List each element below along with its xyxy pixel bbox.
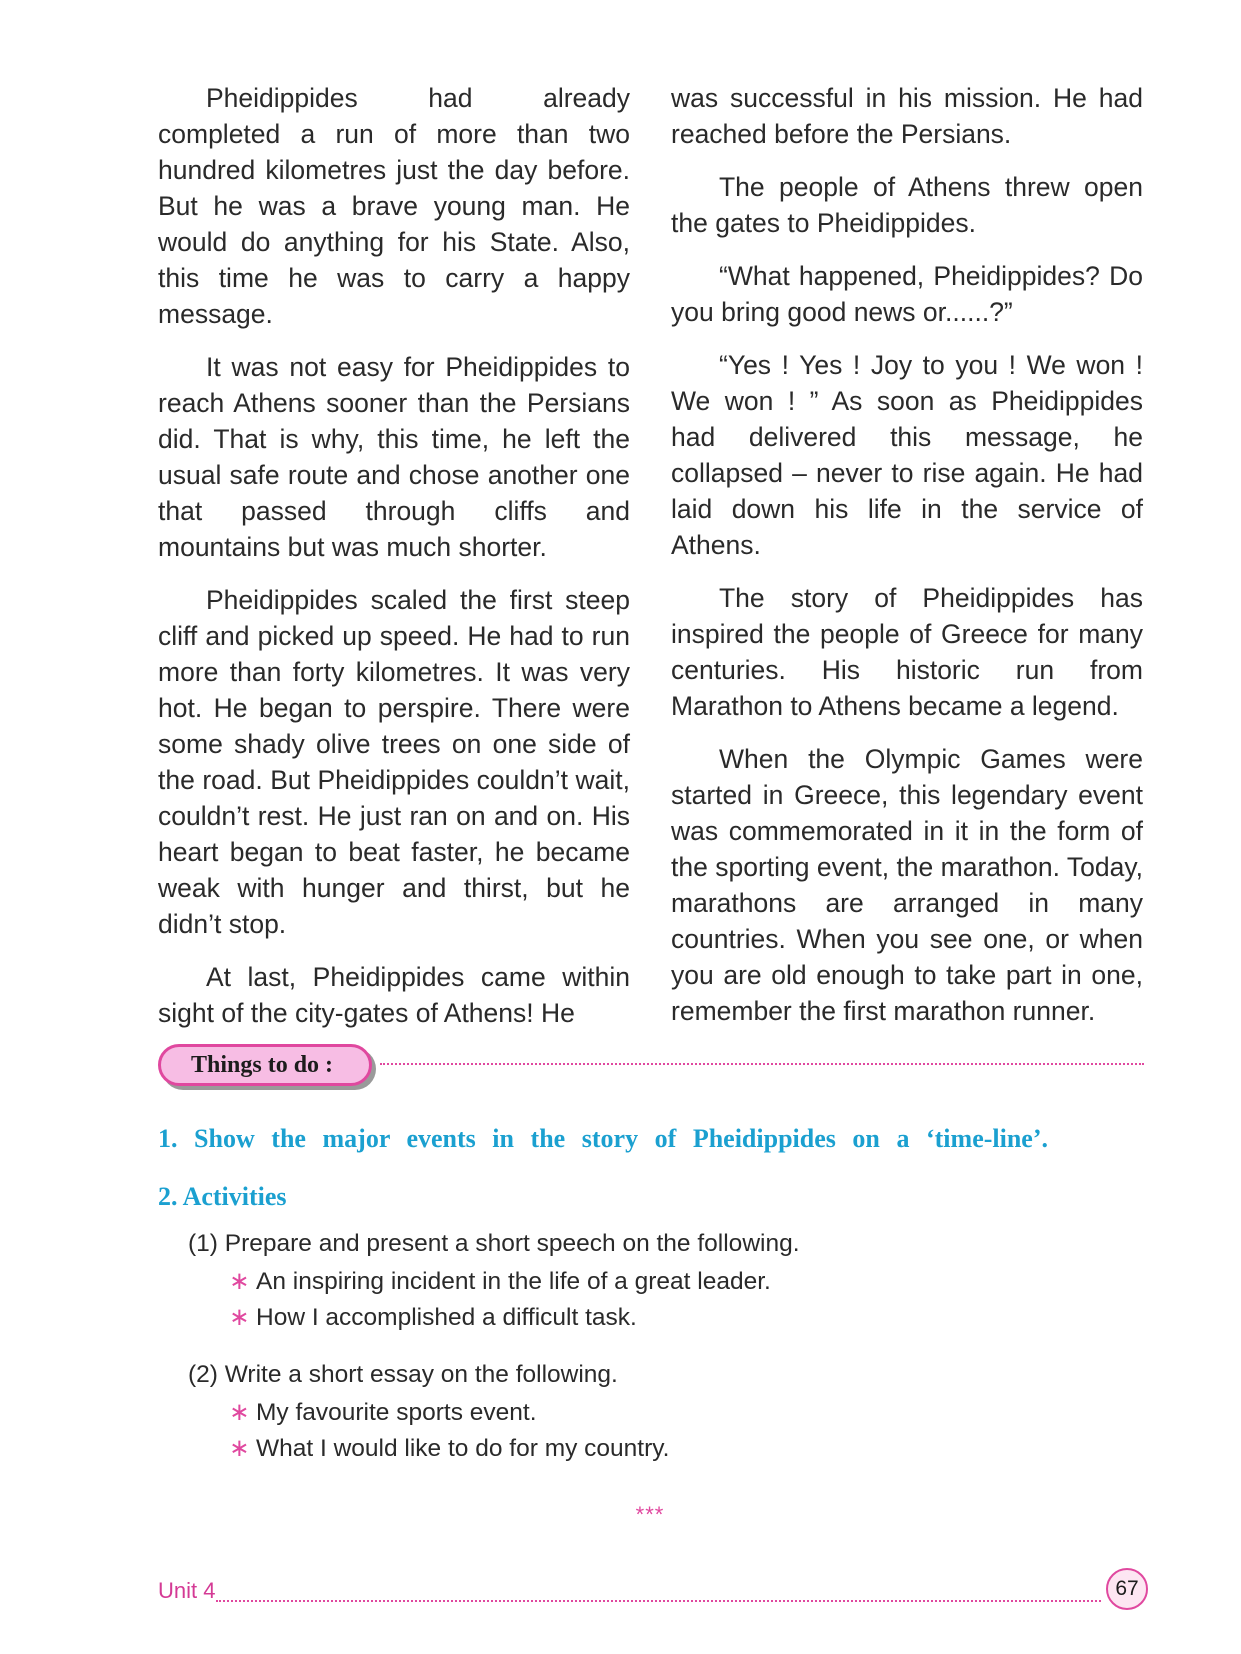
- story-paragraph: It was not easy for Pheidippides to reach Athens sooner than the Persians did. That is why, this time, he left the usual safe route and chose another one that passed through cliffs and mountains but was much shorter.: [158, 352, 630, 562]
- story-paragraph: Pheidippides had already completed a run of more than two hundred kilometres just the day before. But he was a brave young man. He would do anything for his State. Also, this time he was to carry a happy message.: [158, 83, 630, 329]
- bullet-text: An inspiring incident in the life of a great leader.: [256, 1268, 771, 1295]
- story-paragraph: At last, Pheidippides came within sight of the city-gates of Athens! He: [158, 962, 630, 1028]
- activity-bullet: [229, 1433, 670, 1463]
- task-heading-timeline: 1. Show the major events in the story of Pheidippides on a ‘time-line’.: [158, 1124, 1048, 1153]
- page-footer: [158, 1568, 1148, 1612]
- footer-dotted-line: [216, 1600, 1101, 1602]
- asterisk-bullet-icon: ∗: [229, 1268, 250, 1295]
- story-paragraph: The story of Pheidippides has inspired the people of Greece for many centuries. His historic run from Marathon to Athens became a legend.: [671, 583, 1143, 721]
- story-paragraph: Pheidippides scaled the first steep cliff and picked up speed. He had to run more than forty kilometres. It was very hot. He began to perspire. There were some shady olive trees on one side of the road. But Pheidippides couldn’t wait, couldn’t rest. He just ran on and on. His heart began to beat faster, he became weak with hunger and thirst, but he didn’t stop.: [158, 585, 630, 939]
- story-paragraph: When the Olympic Games were started in Greece, this legendary event was commemorated in it in the form of the sporting event, the marathon. Today, marathons are arranged in many countries. When you see one, or when you are old enough to take part in one, remember the first marathon runner.: [671, 744, 1143, 1026]
- activity-speech: (1) Prepare and present a short speech on the following.: [188, 1230, 800, 1257]
- story-paragraph: “Yes ! Yes ! Joy to you ! We won ! We won ! ” As soon as Pheidippides had delivered this message, he collapsed – never to rise again. He had laid down his life in the service of Athens.: [671, 350, 1143, 560]
- end-marker: ***: [635, 1502, 665, 1527]
- bullet-text: What I would like to do for my country.: [256, 1435, 670, 1462]
- things-to-do-label: Things to do :: [158, 1044, 372, 1086]
- story-paragraph: “What happened, Pheidippides? Do you bring good news or......?”: [671, 261, 1143, 327]
- activity-bullet: [229, 1266, 771, 1296]
- story-paragraph-continued: was successful in his mission. He had reached before the Persians.: [671, 83, 1143, 149]
- story-left-column: [158, 80, 630, 1048]
- task-heading-activities: 2. Activities: [158, 1182, 287, 1211]
- asterisk-bullet-icon: ∗: [229, 1304, 250, 1331]
- story-paragraph: The people of Athens threw open the gates to Pheidippides.: [671, 172, 1143, 238]
- dotted-divider: [380, 1063, 1144, 1065]
- things-to-do-header: [158, 1044, 1144, 1094]
- story-right-column: [671, 80, 1143, 1046]
- page-number-badge: 67: [1106, 1568, 1148, 1610]
- bullet-text: How I accomplished a difficult task.: [256, 1304, 637, 1331]
- asterisk-bullet-icon: ∗: [229, 1435, 250, 1462]
- activity-essay: (2) Write a short essay on the following.: [188, 1361, 618, 1388]
- activity-bullet: [229, 1302, 637, 1332]
- activity-bullet: [229, 1397, 537, 1427]
- unit-label: Unit 4: [158, 1578, 216, 1603]
- bullet-text: My favourite sports event.: [256, 1399, 537, 1426]
- asterisk-bullet-icon: ∗: [229, 1399, 250, 1426]
